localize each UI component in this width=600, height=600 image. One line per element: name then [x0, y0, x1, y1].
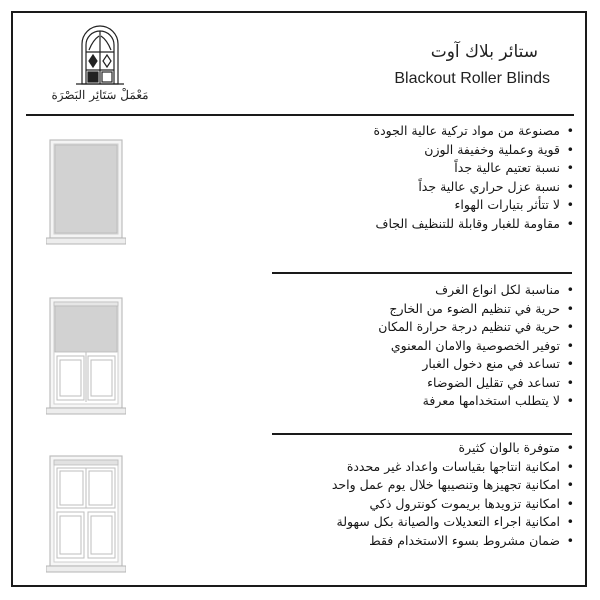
list-item: • تساعد في منع دخول الغبار: [378, 355, 574, 374]
list-item: • توفير الخصوصية والامان المعنوي: [378, 337, 574, 356]
window-blind-open-icon: [46, 452, 126, 574]
list-item: • ضمان مشروط بسوء الاستخدام فقط: [332, 532, 574, 551]
list-item: • تساعد في تقليل الضوضاء: [378, 374, 574, 393]
list-item: • لا تتأثر بتيارات الهواء: [374, 196, 574, 215]
feature-list-2: [378, 281, 574, 411]
list-item: • حرية في تنظيم الضوء من الخارج: [378, 300, 574, 319]
list-item: • امكانية تزويدها بريموت كونترول ذكي: [332, 495, 574, 514]
brand-logo: [30, 22, 170, 112]
list-item: • مناسبة لكل انواع الغرف: [378, 281, 574, 300]
list-item: • لا يتطلب استخدامها معرفة: [378, 392, 574, 411]
page-title-arabic: ستائر بلاك آوت: [430, 42, 538, 62]
section-divider-2: [272, 433, 572, 435]
section-divider-1: [272, 272, 572, 274]
feature-list-1: [374, 122, 574, 233]
list-item: • امكانية اجراء التعديلات والصيانة بكل سهولة: [332, 513, 574, 532]
window-blind-half-open-icon: [46, 294, 126, 416]
list-item: • نسبة تعتيم عالية جداً: [374, 159, 574, 178]
list-item: • قوية وعملية وخفيفة الوزن: [374, 141, 574, 160]
list-item: • مصنوعة من مواد تركية عالية الجودة: [374, 122, 574, 141]
brand-name: مَعْمَلْ سَتَائِر البَصْرَة: [51, 88, 149, 102]
list-item: • حرية في تنظيم درجة حرارة المكان: [378, 318, 574, 337]
header-divider: [26, 114, 574, 116]
list-item: • امكانية انتاجها بقياسات واعداد غير محددة: [332, 458, 574, 477]
arch-window-logo-icon: [30, 22, 170, 88]
list-item: • امكانية تجهيزها وتنصيبها خلال يوم عمل واحد: [332, 476, 574, 495]
list-item: • مقاومة للغبار وقابلة للتنظيف الجاف: [374, 215, 574, 234]
feature-list-3: [332, 439, 574, 550]
page-title-english: Blackout Roller Blinds: [394, 70, 550, 87]
list-item: • متوفرة بالوان كثيرة: [332, 439, 574, 458]
list-item: • نسبة عزل حراري عالية جداً: [374, 178, 574, 197]
window-blind-closed-icon: [46, 136, 126, 246]
